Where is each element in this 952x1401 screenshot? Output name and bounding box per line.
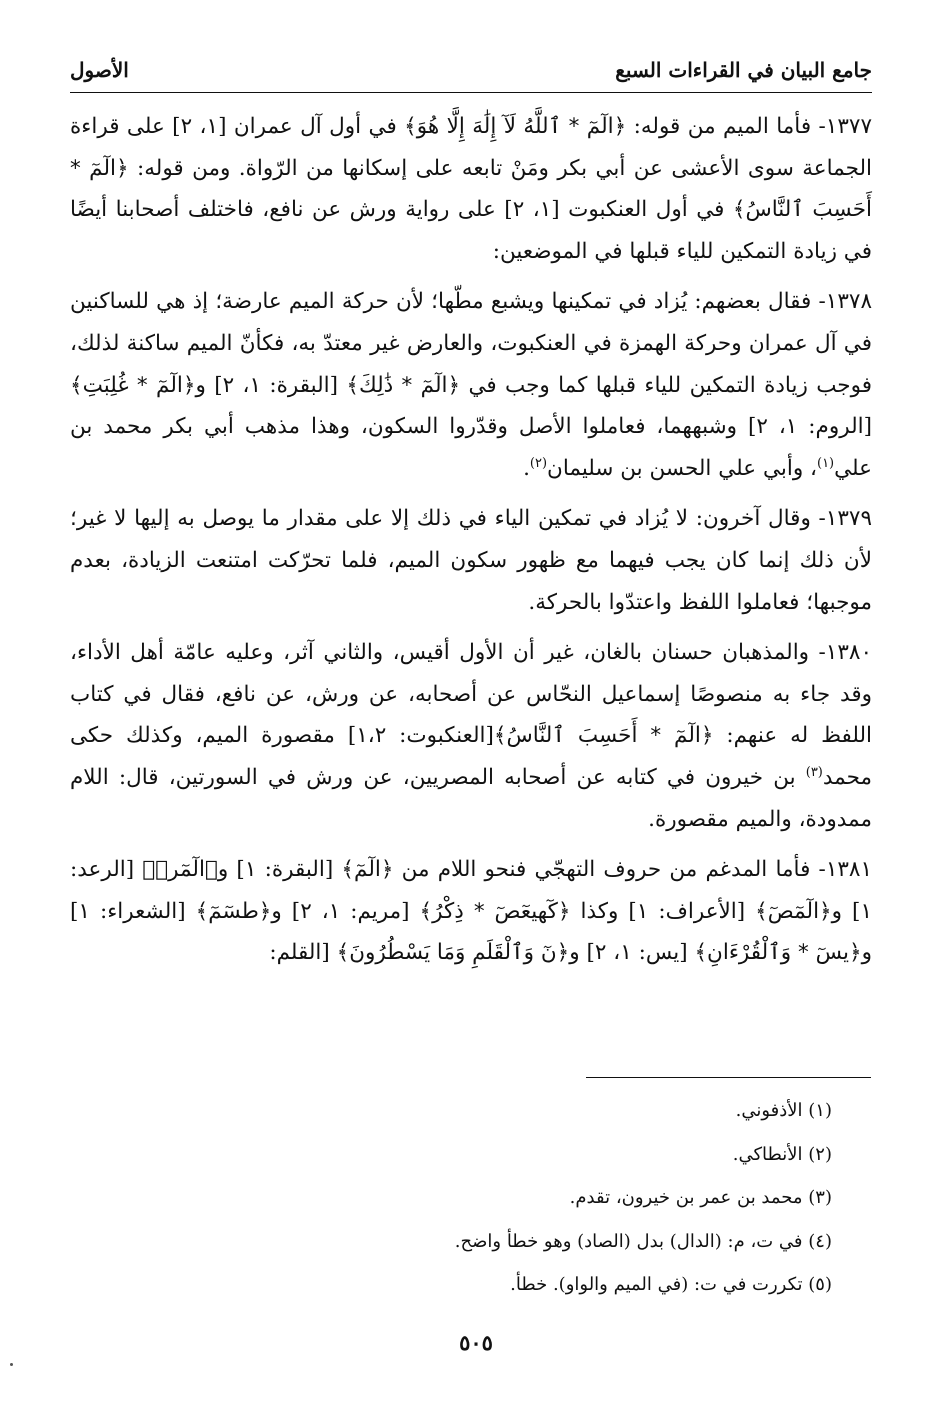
- footnote-marker: (١): [816, 455, 835, 471]
- paragraph-text: ١٣٧٨- فقال بعضهم: يُزاد في تمكينها ويشبع مطّها؛ لأن حركة الميم عارضة؛ إذ هي للساكنين في آل عمران وحركة الهمزة في العنكبوت، والعارض غير معتدّ به، فكأنّ الميم ساكنة لذلك، فوجب زيادة التمكين للياء قبلها كما وجب في: [70, 289, 872, 398]
- paragraph-text: [العنكبوت: ١،٢] مقصورة الميم، وكذلك حكى محمد: [70, 723, 872, 790]
- footnote: (٥) تكررت في ت: (في الميم والواو). خطأ.: [510, 1274, 832, 1295]
- paragraph-text: ١٣٧٩- وقال آخرون: لا يُزاد في تمكين الياء في ذلك إلا على مقدار ما يوصل به إليها لا غير؛ لأن ذلك إنما كان يجب فيهما مع ظهور سكون الميم، فلما تحرّكت امتنعت الزيادة، بعدم موجبها؛ فعاملوا اللفظ واعتدّوا بالحركة.: [70, 506, 872, 615]
- paragraph-text: [يس: ١، ٢] و: [569, 940, 695, 966]
- quran-quote: ﴿الٓمٓ * أَحَسِبَ ٱلنَّاسُ﴾: [493, 723, 714, 749]
- footnote-marker: (٢): [529, 455, 548, 471]
- footnote-marker: (٣): [805, 764, 823, 780]
- quran-quote: ﴿يسٓ * وَٱلْقُرْءَانِ﴾: [694, 940, 862, 966]
- paragraph-text: في أول آل عمران [١، ٢] على قراءة الجماعة سوى الأعشى عن أبي بكر ومَنْ تابعه على إسكانها من الرّواة. ومن قوله:: [70, 114, 872, 181]
- section-title: الأصول: [70, 58, 129, 82]
- paragraph: [70, 498, 872, 623]
- paragraph-text: بن خيرون في كتابه عن أصحابه المصريين، عن ورش في السورتين، قال: اللام ممدودة، والميم مقصورة.: [70, 764, 872, 832]
- paragraph: [70, 849, 872, 974]
- paragraph-text: ١٣٨١- فأما المدغم من حروف التهجّي فنحو اللام من: [393, 857, 873, 883]
- paragraph-text: [مريم: ١، ٢] و: [271, 898, 420, 924]
- paragraph-text: ١٣٨٠- والمذهبان حسنان بالغان، غير أن الأول أقيس، والثاني آثر، وعليه عامّة أهل الأداء، وقد جاء به منصوصًا إسماعيل النحّاس عن أصحابه، عن ورش، عن نافع، فقال في كتاب اللفظ له عنهم:: [70, 640, 872, 749]
- footnote-separator: [586, 1077, 871, 1078]
- footnote: (١) الأذفوني.: [735, 1100, 832, 1121]
- running-header: [70, 52, 872, 93]
- book-title: جامع البيان في القراءات السبع: [615, 58, 872, 82]
- quran-quote: ﴿الٓمٓ * ٱللَّهُ لَآ إِلَٰهَ إِلَّا هُوَ﴾: [404, 114, 627, 139]
- page-number: ٥٠٥: [459, 1330, 493, 1355]
- paragraph-text: [الروم: ١، ٢] وشبههما، فعاملوا الأصل وقدّروا السكون، وهذا مذهب أبي بكر محمد بن علي: [70, 414, 873, 481]
- paragraph-text: ، وأبي علي الحسن بن سليمان: [547, 455, 817, 481]
- quran-quote: ﴿كٓهيعٓصٓ * ذِكْرُ﴾: [419, 898, 571, 924]
- scan-speck: [10, 1363, 13, 1366]
- paragraph-text: في أول العنكبوت [١، ٢] على رواية ورش عن نافع، فاختلف أصحابنا أيضًا في زيادة التمكين للياء قبلها في الموضعين:: [70, 197, 872, 264]
- footnotes: [232, 1097, 832, 1315]
- paragraph-text: [الشعراء: ١] و: [70, 898, 872, 966]
- paragraph-text: [البقرة: ١] و: [217, 857, 342, 883]
- paragraph: [70, 106, 872, 272]
- quran-quote: ﴿الٓمٓ﴾: [341, 857, 394, 883]
- paragraph-text: .: [523, 455, 530, 481]
- quran-quote: ﴿الٓمٓصٓ﴾: [755, 898, 832, 924]
- paragraph-text: [الرعد: ١] و: [70, 857, 872, 924]
- footnote: (٢) الأنطاكي.: [732, 1143, 832, 1165]
- footnote: (٤) في ت، م: (الدال) بدل (الصاد) وهو خطأ واضح.: [454, 1230, 832, 1252]
- paragraph-text: [الأعراف: ١] وكذا: [570, 898, 756, 924]
- quran-quote: ﴿نٓ وَٱلْقَلَمِ وَمَا يَسْطُرُونَ﴾: [336, 940, 570, 966]
- quran-quote: ﴿الٓمٓ * ذَٰلِكَ﴾: [346, 372, 461, 398]
- paragraph: [70, 632, 872, 840]
- main-text: [70, 106, 872, 983]
- quran-quote: ﴿الٓمٓ * أَحَسِبَ ٱلنَّاسُ﴾: [70, 155, 872, 223]
- paragraph-text: [البقرة: ١، ٢] و: [195, 372, 347, 398]
- paragraph-text: [القلم:: [269, 940, 337, 966]
- quran-quote: ﴿الٓمٓرۚ﴾: [142, 857, 218, 883]
- quran-quote: ﴿الٓمٓ * غُلِبَتِ﴾: [70, 372, 196, 398]
- paragraph-text: ١٣٧٧- فأما الميم من قوله:: [626, 114, 872, 139]
- footnote: (٣) محمد بن عمر بن خيرون، تقدم.: [569, 1187, 832, 1208]
- paragraph: [70, 281, 872, 489]
- quran-quote: ﴿طسٓمٓ﴾: [195, 898, 272, 924]
